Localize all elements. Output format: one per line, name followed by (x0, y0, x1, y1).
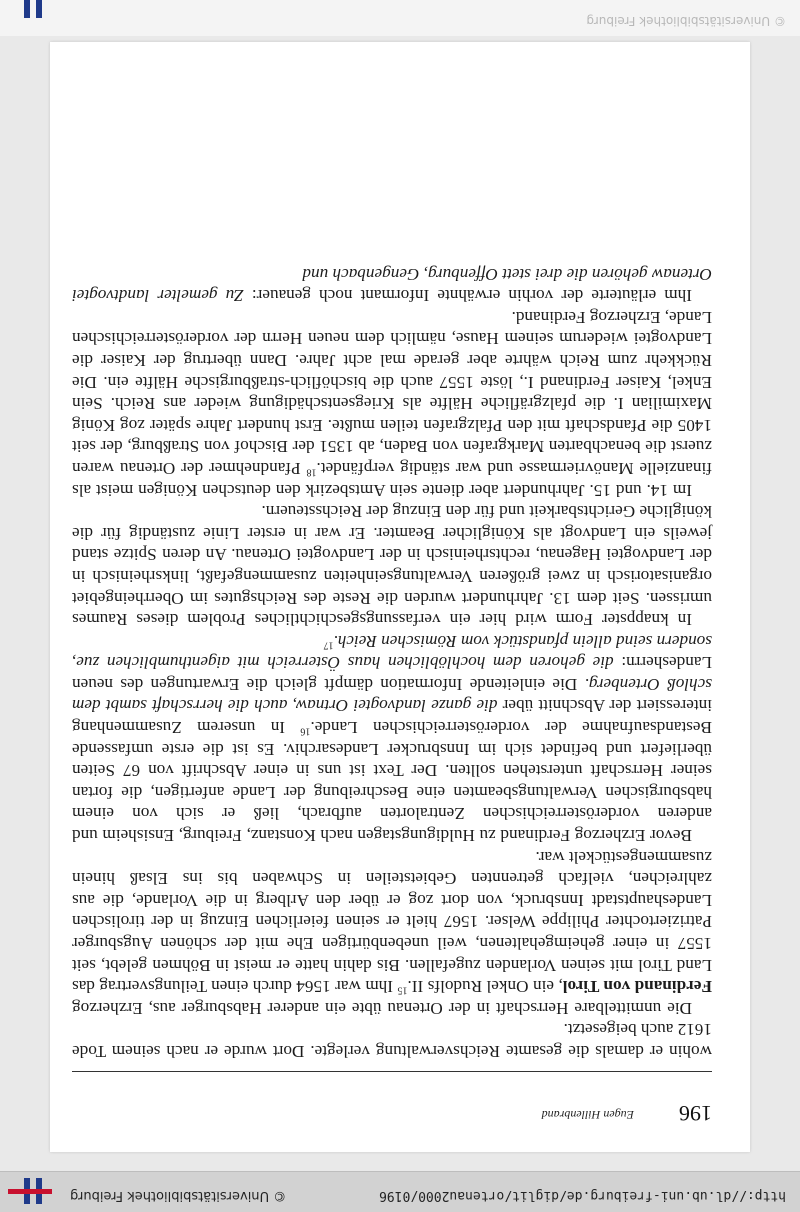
quoted-source: Zu gemelter landtvogtei Ortenaw gehören die drei stett Offenburg, Gengenbach und (72, 264, 712, 306)
text-run: Die einleitende Information dämpft gleich die Erwartungen des neuen Landesherrn: (72, 653, 712, 694)
body-text (72, 263, 712, 1062)
footnote-ref: 18 (306, 466, 317, 478)
page-header (72, 1071, 712, 1134)
footnote-ref: 17 (323, 639, 334, 651)
page-number: 196 (679, 1101, 712, 1126)
text-run: wohin er damals die gesamte Reichsverwaltung verlegte. Dort wurde er nach seinem Tode 1612 auch beigesetzt. (72, 1020, 712, 1061)
paragraph (72, 306, 712, 500)
quoted-source: die ganze landvogtei Ortnaw, auch die herrschaft sambt dem schloß Ortenberg. (72, 674, 712, 716)
text-run: , ein Onkel Rudolfs II. (407, 977, 563, 997)
text-run: In knappster Form wird hier ein verfassungsgeschichtliches Problem dieses Raumes umrissen. Seit dem 13. Jahrhundert wurden die Reste des Reichsgutes im Oberrheingebiet organisatorisch in zwei größeren Verwaltungseinheiten zusammengefaßt, linksrheinisch in der Landvogtei Hagenau, rechtsrheinisch in der Landvogtei Ortenau. An deren Spitze stand jeweils ein Landvogt als Königlicher Beamter. Er war in erster Linie zuständig für die königliche Gerichtsbarkeit und für den Einzug der Reichssteuern. (72, 502, 712, 630)
footnote-ref: 16 (300, 725, 311, 737)
text-run: Ihm war 1564 durch einen Teilungsvertrag das Land Tirol mit seinen Vorlanden zugefallen. Bis dahin hatte er meist in Böhmen gelebt, seit 1557 in einer geheimgehaltenen, weil unebenbürtigen Ehe mit der schönen Augsburger Patriziertochter Philippe Welser. 1567 hielt er seinen feierlichen Einzug in der tirolischen Landeshauptstadt Innsbruck, von dort zog er über den Arlberg in die Vorlande, die aus zahlreichen, vielfach getrennten Gebietsteilen in Schwaben bis ins Elsaß hinein zusammengestückelt war. (72, 847, 712, 997)
text-run: Im 14. und 15. Jahrhundert aber diente sein Amtsbezirk den deutschen Königen meist als finanzielle Manövriermasse und war ständig verpfändet. (72, 458, 712, 500)
text-run: In unserem Zusammenhang interessiert der Abschnitt über (72, 696, 712, 738)
scanned-page (50, 42, 750, 1152)
paragraph (72, 263, 712, 306)
paragraph (72, 1019, 712, 1062)
bottom-logo-icon (8, 0, 52, 18)
bold-name: Ferdinand von Tirol (562, 977, 712, 997)
text-run: Ihm erläuterte der vorhin erwähnte Informant noch genauer: (243, 286, 692, 306)
paragraph (72, 501, 712, 631)
text-run: Bevor Erzherzog Ferdinand zu Huldigungstagen nach Konstanz, Freiburg, Ensisheim und anderen vorderösterreichischen Zentralorten aufbrach, ließ er sich von einem habsburgischen Verwaltungsbeamten eine Beschreibung der Lande anfertigen, die fortan seiner Herrschaft unterstehen sollten. Der Text ist uns in einer Abschrift von 67 Seiten überliefert und befindet sich im Innsbrucker Landesarchiv. Es ist die erste umfassende Bestandsaufnahme der vorderösterreichischen Lande. (72, 718, 712, 846)
viewer-top-bar (0, 1171, 800, 1212)
viewer-bottom-strip (0, 0, 800, 36)
quoted-source: die gehoren dem hochlöblichen haus Österreich mit aigenthumblichen zue, sondern seind allein pfandstück vom Römischen Reich. (71, 631, 712, 673)
footnote-ref: 15 (397, 984, 408, 996)
source-url[interactable]: http://dl.ub.uni-freiburg.de/diglit/ortenau2000/0196 (379, 1188, 786, 1203)
paragraph (72, 846, 712, 1019)
running-author: Eugen Hillenbrand (541, 1108, 634, 1122)
bottom-holder-text: © Universitätsbibliothek Freiburg (586, 14, 786, 28)
library-logo-icon (8, 1176, 52, 1206)
copyright-holder: © Universitätsbibliothek Freiburg (70, 1188, 287, 1203)
text-run: Pfandnehmer der Ortenau waren zuerst die benachbarten Markgrafen von Baden, ab 1351 der Bischof von Straßburg, der seit 1405 die Pfandschaft mit den Pfalzgrafen teilen mußte. Erst hundert Jahre später zog König Maximilian I. die pfalzgräfliche Hälfte als Kriegsentschädigung wieder ans Reich. Sein Enkel, Kaiser Ferdinand I., löste 1557 auch die bischöflich-straßburgische Hälfte ein. Die Rückkehr zum Reich währte aber gerade mal acht Jahre. Dann übertrug der Kaiser die Landvogtei wiederum seinem Hause, nämlich dem neuen Herrn der vorderösterreichischen Lande, Erzherzog Ferdinand. (72, 307, 712, 478)
paragraph (72, 630, 712, 846)
text-run: Die unmittelbare Herrschaft in der Ortenau übte ein anderer Habsburger aus, Erzherzog (72, 998, 692, 1018)
